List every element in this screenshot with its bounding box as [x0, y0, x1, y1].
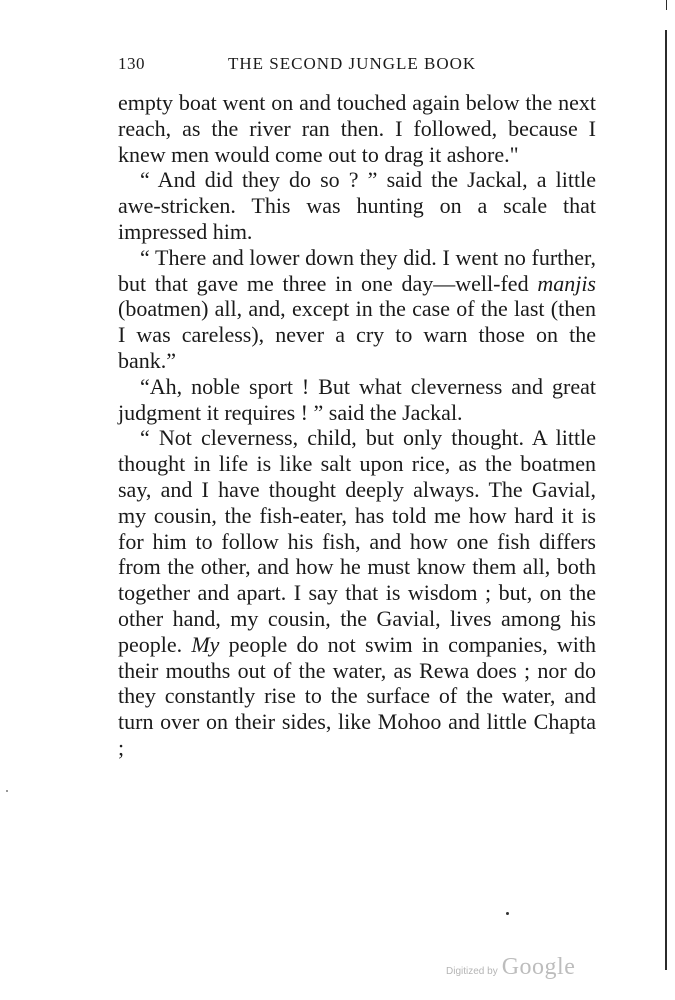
ink-dot	[506, 912, 509, 915]
page-number: 130	[118, 54, 145, 73]
paragraph	[118, 90, 596, 167]
paragraph-text: “Ah, noble sport ! But what cleverness and great judgment it requires ! ” said the Jackal.	[118, 373, 596, 425]
paragraph	[118, 245, 596, 374]
paragraph-text: (boatmen) all, and, except in the case of the last (then I was careless), never a cry to warn those on the bank.”	[118, 296, 596, 373]
paragraph	[118, 167, 596, 244]
margin-speck	[6, 790, 8, 792]
paragraph	[118, 374, 596, 426]
page-edge-line	[665, 30, 667, 970]
running-head: THE SECOND JUNGLE BOOK	[228, 54, 477, 73]
paragraph-text: “ And did they do so ? ” said the Jackal, a little awe-stricken. This was hunting on a scale that impressed him.	[118, 167, 596, 244]
paragraph-text: “ There and lower down they did. I went no further, but that gave me three in one day—well-fed	[118, 244, 596, 296]
paragraph-text: empty boat went on and touched again below the next reach, as the river ran then. I followed, because I knew men would come out to drag it ashore."	[118, 90, 596, 167]
page-header	[118, 54, 598, 80]
paragraph-text: “ Not cleverness, child, but only thought. A little thought in life is like salt upon rice, as the boatmen say, and I have thought deeply always. The Gavial, my cousin, the fish-eater, has told me how hard it is for him to follow his fish, and how one fish differs from the other, and how he must know them all, both together and apart. I say that is wisdom ; but, on the other hand, my cousin, the Gavial, lives among his people.	[118, 425, 596, 657]
watermark-prefix: Digitized by	[446, 966, 498, 977]
italic-word-manjis: manjis	[537, 270, 596, 296]
digitized-by-google-watermark	[446, 954, 575, 980]
page-edge-top	[666, 0, 667, 10]
google-logo: Google	[501, 954, 576, 980]
body-text	[118, 90, 596, 761]
paragraph-text: people do not swim in companies, with their mouths out of the water, as Rewa does ; nor do they constantly rise to the surface of the water, and turn over on their sides, like Mohoo and little Chapta ;	[118, 631, 596, 760]
paragraph	[118, 425, 596, 760]
italic-word-my: My	[191, 631, 220, 657]
